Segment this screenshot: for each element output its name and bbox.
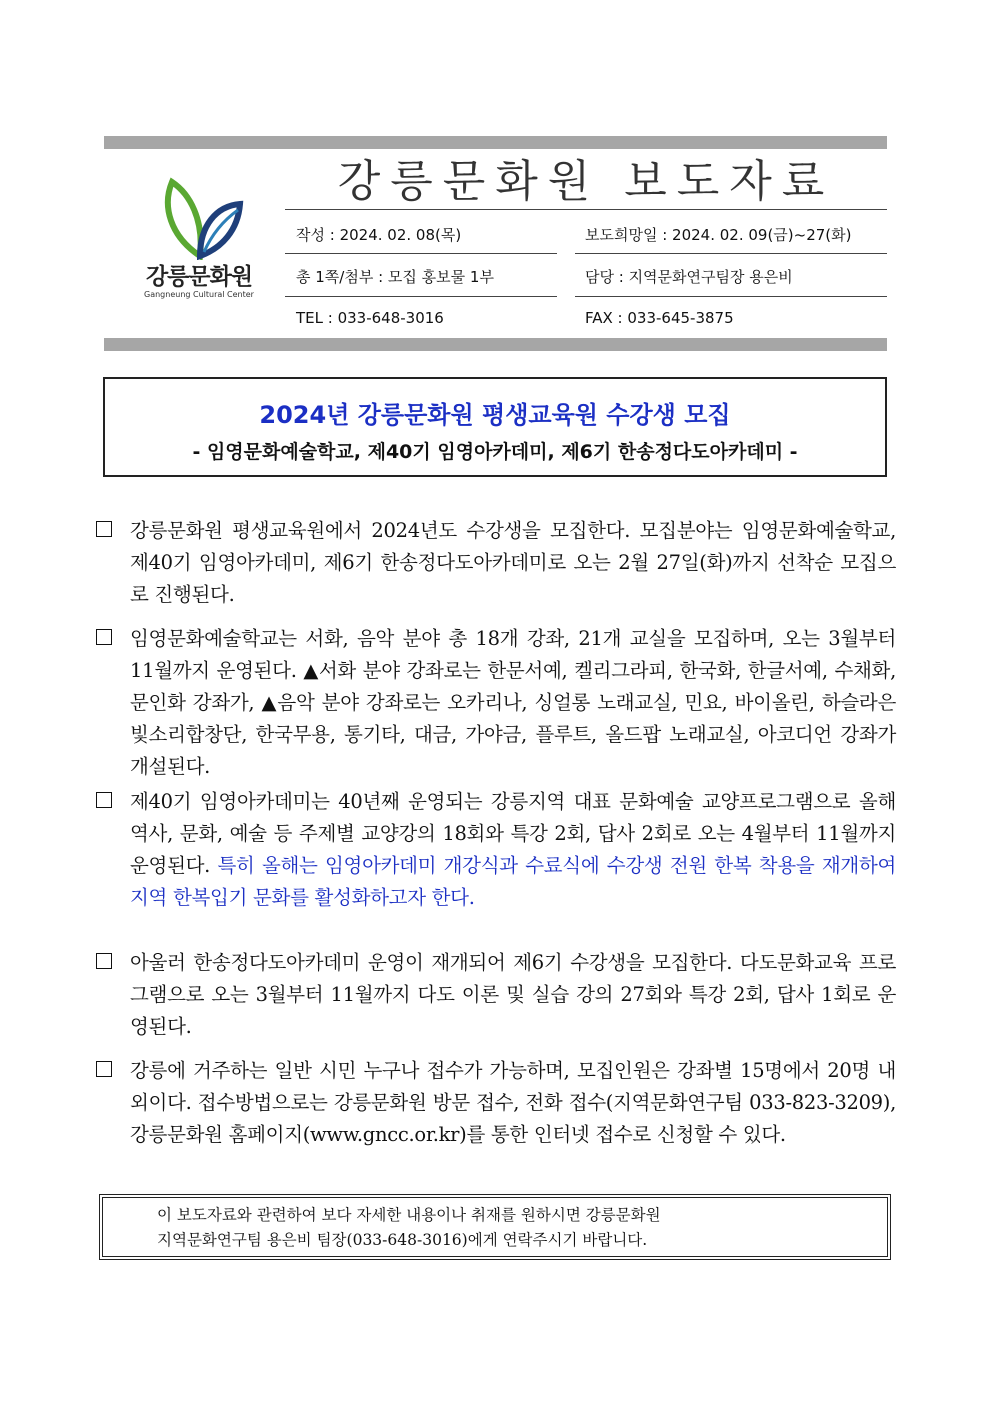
- checkbox-bullet-icon: [96, 953, 112, 969]
- logo-name: 강릉문화원: [145, 264, 253, 290]
- contact-notice-line-1: 이 보도자료와 관련하여 보다 자세한 내용이나 취재를 원하시면 강릉문화원: [157, 1206, 661, 1224]
- paragraph-text: 임영문화예술학교는 서화, 음악 분야 총 18개 강좌, 21개 교실을 모집하며, 오는 3월부터 11월까지 운영된다. ▲서화 분야 강좌로는 한문서예, 켈리그라피, 한국화, 한글서예, 수채화, 문인화 강좌가, ▲음악 분야 강좌로는 오카리나, 싱얼롱 노래교실, 민요, 바이올린, 하슬라은빛소리합창단, 한국무용, 통기타, 대금, 가야금, 플루트, 올드팝 노래교실, 아코디언 강좌가 개설된다.: [130, 627, 896, 778]
- document-title: 강릉문화원 보도자료: [337, 156, 835, 207]
- headline-box: [103, 377, 887, 477]
- checkbox-bullet-icon: [96, 1061, 112, 1077]
- meta-divider-right-2: [575, 296, 887, 297]
- paragraph-text: [130, 786, 896, 914]
- meta-divider-right-1: [575, 253, 887, 254]
- checkbox-bullet-icon: [96, 792, 112, 808]
- title-divider: [285, 209, 887, 210]
- contact-notice-box: [99, 1194, 891, 1260]
- release-date: 보도희망일 : 2024. 02. 09(금)~27(화): [585, 226, 852, 244]
- paragraph-text: 아울러 한송정다도아카데미 운영이 재개되어 제6기 수강생을 모집한다. 다도문화교육 프로그램으로 오는 3월부터 11월까지 다도 이론 및 실습 강의 27회와 특강 2회, 답사 1회로 운영된다.: [130, 951, 896, 1038]
- contact-notice-line-2: 지역문화연구팀 용은비 팀장(033-648-3016)에게 연락주시기 바랍니다.: [157, 1231, 648, 1249]
- paragraph-highlight: 특히 올해는 임영아카데미 개강식과 수료식에 수강생 전원 한복 착용을 재개하여 지역 한복입기 문화를 활성화하고자 한다.: [130, 854, 896, 909]
- fax-number: FAX : 033-645-3875: [585, 309, 734, 327]
- headline-title: 2024년 강릉문화원 평생교육원 수강생 모집: [259, 401, 731, 429]
- contact-notice-text: [157, 1203, 857, 1253]
- paragraph-text-main: 제40기 임영아카데미는 40년째 운영되는 강릉지역 대표 문화예술 교양프로그램으로 올해 역사, 문화, 예술 등 주제별 교양강의 18회와 특강 2회, 답사 2회로 오는 4월부터 11월까지 운영된다.: [130, 790, 896, 877]
- logo-subtitle: Gangneung Cultural Center: [144, 290, 254, 299]
- tel-number: TEL : 033-648-3016: [296, 309, 444, 327]
- checkbox-bullet-icon: [96, 629, 112, 645]
- written-date: 작성 : 2024. 02. 08(목): [296, 226, 462, 244]
- page-count: 총 1쪽/첨부 : 모집 홍보물 1부: [296, 268, 494, 286]
- meta-divider-left-1: [285, 253, 557, 254]
- meta-divider-left-2: [285, 296, 557, 297]
- gangneung-cultural-center-logo: [132, 172, 270, 312]
- contact-person: 담당 : 지역문화연구팀장 용은비: [585, 268, 793, 286]
- checkbox-bullet-icon: [96, 521, 112, 537]
- leaf-emblem-icon: [160, 176, 244, 260]
- paragraph-text: 강릉에 거주하는 일반 시민 누구나 접수가 가능하며, 모집인원은 강좌별 15명에서 20명 내외이다. 접수방법으로는 강릉문화원 방문 접수, 전화 접수(지역문화연구팀 033-823-3209), 강릉문화원 홈페이지(www.gncc.or.kr)를 통한 인터넷 접수로 신청할 수 있다.: [130, 1059, 896, 1146]
- paragraph-text: 강릉문화원 평생교육원에서 2024년도 수강생을 모집한다. 모집분야는 임영문화예술학교, 제40기 임영아카데미, 제6기 한송정다도아카데미로 오는 2월 27일(화)까지 선착순 모집으로 진행된다.: [130, 519, 896, 606]
- bottom-gray-bar: [104, 338, 887, 351]
- headline-subtitle: - 임영문화예술학교, 제40기 임영아카데미, 제6기 한송정다도아카데미 -: [192, 441, 798, 463]
